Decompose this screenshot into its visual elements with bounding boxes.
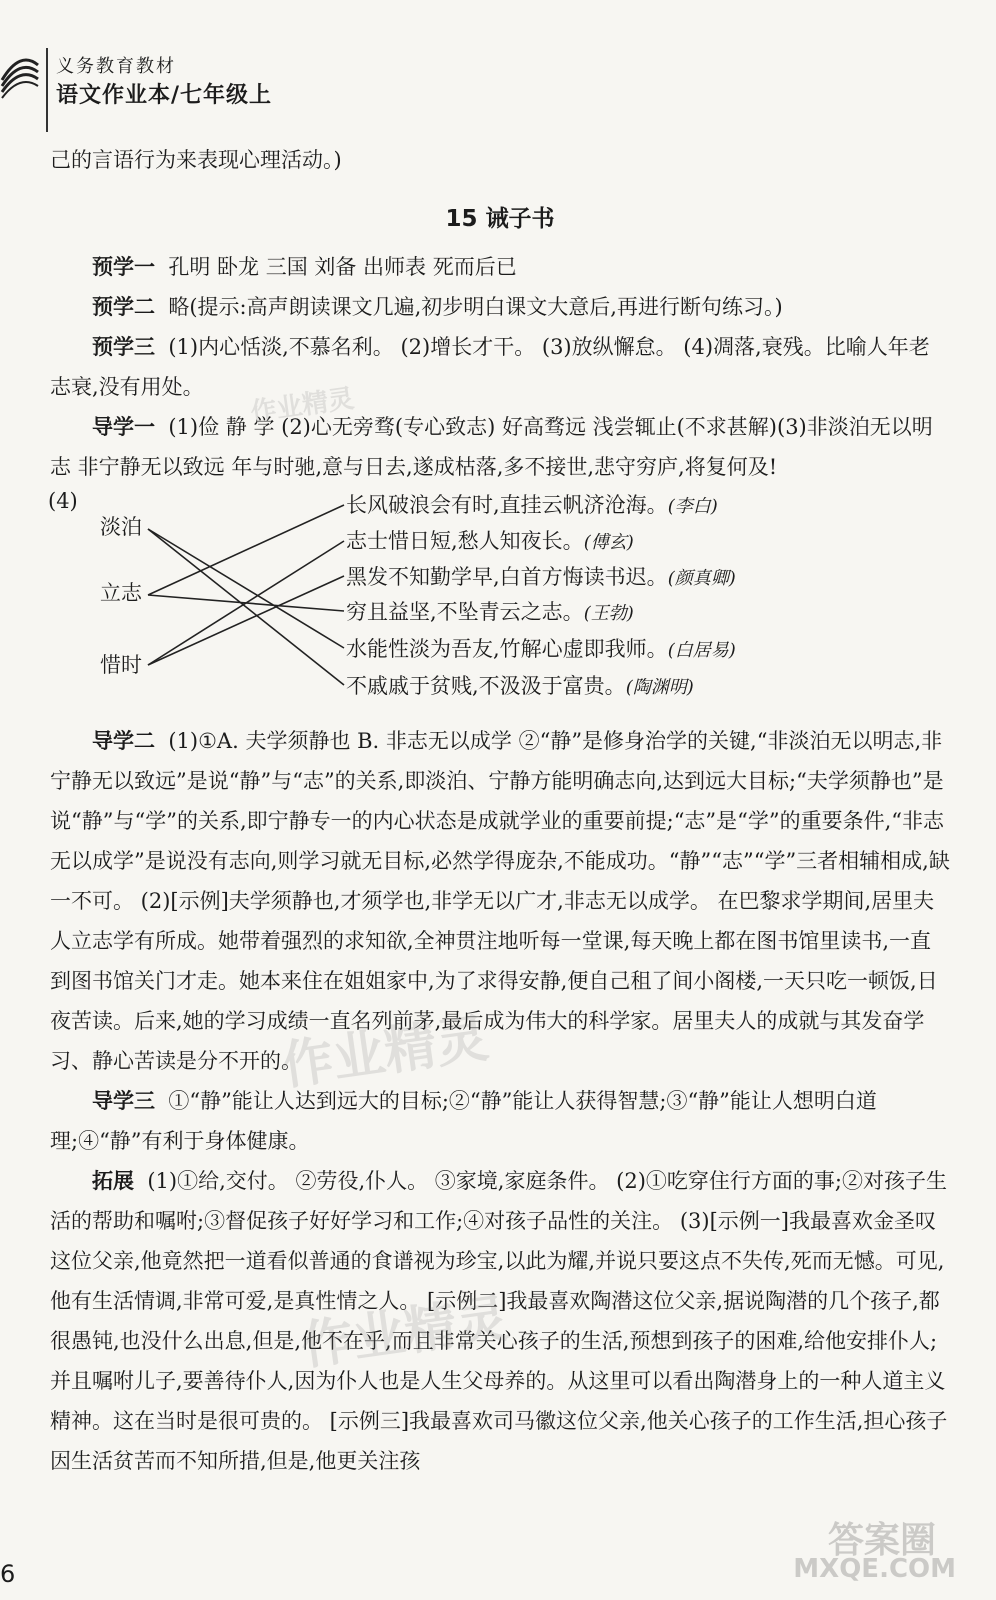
corner-watermark (776, 1502, 976, 1592)
daoxue2-label: 导学二 (92, 729, 155, 753)
matching-right-item (346, 561, 736, 591)
daoxue2-text: (1)①A. 夫学须静也 B. 非志无以成学 ②“静”是修身治学的关键,“非淡泊无以明志,非宁静无以致远”是说“静”与“志”的关系,即淡泊、宁静方能明确志向,达到远大目标;“夫学须静也”是说“静”与“学”的关系,即宁静专一的内心状态是成就学业的重要前提;“志”是“学”的重要条件,“非志无以成学”是说没有志向,则学习就无目标,必然学得庞杂,不能成功。“静”“志”“学”三者相辅相成,缺一不可。 (2)[示例]夫学须静也,才须学也,非学无以广才,非志无以成学。 在巴黎求学期间,居里夫人立志学有所成。她带着强烈的求知欲,全神贯注地听每一堂课,每天晚上都在图书馆里读书,一直到图书馆关门才走。她本来住在姐姐家中,为了求得安静,便自己租了间小阁楼,一天只吃一顿饭,日夜苦读。后来,她的学习成绩一直名列前茅,最后成为伟大的科学家。居里夫人的成就与其发奋学习、静心苦读是分不开的。 (50, 729, 950, 1073)
quote-text: 志士惜日短,愁人知夜长。 (346, 529, 584, 553)
book-title: 语文作业本/七年级上 (56, 83, 273, 108)
watermark: 作业精灵 (297, 1288, 512, 1378)
daoxue3-paragraph (50, 1081, 950, 1161)
quote-text: 水能性淡为吾友,竹解心虚即我师。 (346, 637, 668, 661)
corner-watermark-title: 答案圈 (827, 1520, 936, 1561)
matching-left-item: 淡泊 (100, 515, 142, 539)
page-header (0, 0, 996, 132)
matching-right-item (346, 596, 634, 626)
matching-left-item: 惜时 (100, 653, 142, 677)
match-line (148, 505, 344, 595)
daoxue1-paragraph (50, 407, 950, 487)
matching-exercise (50, 489, 950, 721)
quote-author: (颜真卿) (667, 568, 736, 589)
matching-right-item (346, 633, 736, 663)
yuxue3-paragraph (50, 327, 950, 407)
quote-text: 长风破浪会有时,直挂云帆济沧海。 (346, 493, 668, 517)
matching-right-item (346, 489, 718, 519)
tuozhan-label: 拓展 (92, 1169, 134, 1193)
matching-right-item (346, 525, 634, 555)
daoxue3-text: ①“静”能让人达到远大的目标;②“静”能让人获得智慧;③“静”能让人想明白道理;④“静”有利于身体健康。 (50, 1089, 877, 1153)
daoxue2-paragraph (50, 721, 950, 1081)
quote-text: 穷且益坚,不坠青云之志。 (346, 600, 584, 624)
series-label: 义务教育教材 (56, 56, 176, 77)
yuxue3-text: (1)内心恬淡,不慕名利。 (2)增长才干。 (3)放纵懈怠。 (4)凋落,衰残。比喻人年老志衰,没有用处。 (50, 335, 930, 399)
match-line (148, 541, 344, 665)
intro-line: 己的言语行为来表现心理活动。) (50, 148, 342, 172)
answer-content (50, 140, 950, 1481)
quote-author: (王勃) (583, 603, 634, 624)
tuozhan-paragraph (50, 1161, 950, 1481)
quote-text: 不戚戚于贫贱,不汲汲于富贵。 (346, 674, 626, 698)
header-divider (46, 48, 48, 132)
lesson-title: 15 诫子书 (445, 206, 555, 232)
matching-left-item: 立志 (100, 581, 142, 605)
daoxue1-text: (1)俭 静 学 (2)心无旁骛(专心致志) 好高骛远 浅尝辄止(不求甚解)(3)非淡泊无以明志 非宁静无以致远 年与时驰,意与日去,遂成枯落,多不接世,悲守穷庐,将复何及! (50, 415, 933, 479)
daoxue1-label: 导学一 (92, 415, 155, 439)
corner-watermark-url: MXQE.COM (793, 1554, 956, 1584)
publisher-logo-icon (0, 40, 40, 110)
matching-number: (4) (48, 489, 78, 513)
yuxue2-label: 预学二 (92, 295, 155, 319)
yuxue3-label: 预学三 (92, 335, 155, 359)
yuxue1-text: 孔明 卧龙 三国 刘备 出师表 死而后已 (168, 255, 517, 279)
page-number: 6 (0, 1560, 16, 1588)
yuxue1-paragraph (50, 247, 950, 287)
quote-author: (傅玄) (583, 532, 634, 553)
watermark: 作业精灵 (277, 1008, 492, 1098)
matching-right-item (346, 670, 694, 700)
yuxue2-paragraph (50, 287, 950, 327)
tuozhan-text: (1)①给,交付。 ②劳役,仆人。 ③家境,家庭条件。 (2)①吃穿住行方面的事;②对孩子生活的帮助和嘱咐;③督促孩子好好学习和工作;④对孩子品性的关注。 (3)[示例一]我最喜欢金圣叹这位父亲,他竟然把一道看似普通的食谱视为珍宝,以此为耀,并说只要这点不失传,死而无憾。可见,他有生活情调,非常可爱,是真性情之人。 [示例二]我最喜欢陶潜这位父亲,据说陶潜的几个孩子,都很愚钝,也没什么出息,但是,他不在乎,而且非常关心孩子的生活,预想到孩子的困难,给他安排仆人;并且嘱咐儿子,要善待仆人,因为仆人也是人生父母养的。从这里可以看出陶潜身上的一种人道主义精神。这在当时是很可贵的。 [示例三]我最喜欢司马徽这位父亲,他关心孩子的工作生活,担心孩子因生活贫苦而不知所措,但是,他更关注孩 (50, 1169, 948, 1473)
daoxue3-label: 导学三 (92, 1089, 155, 1113)
quote-author: (陶渊明) (625, 677, 694, 698)
match-line (148, 529, 344, 685)
yuxue1-label: 预学一 (92, 255, 155, 279)
watermark-stamp: 作业精灵 (248, 383, 356, 429)
yuxue2-text: 略(提示:高声朗读课文几遍,初步明白课文大意后,再进行断句练习。) (168, 295, 783, 319)
quote-author: (李白) (667, 496, 718, 517)
quote-text: 黑发不知勤学早,白首方悔读书迟。 (346, 565, 668, 589)
quote-author: (白居易) (667, 640, 736, 661)
